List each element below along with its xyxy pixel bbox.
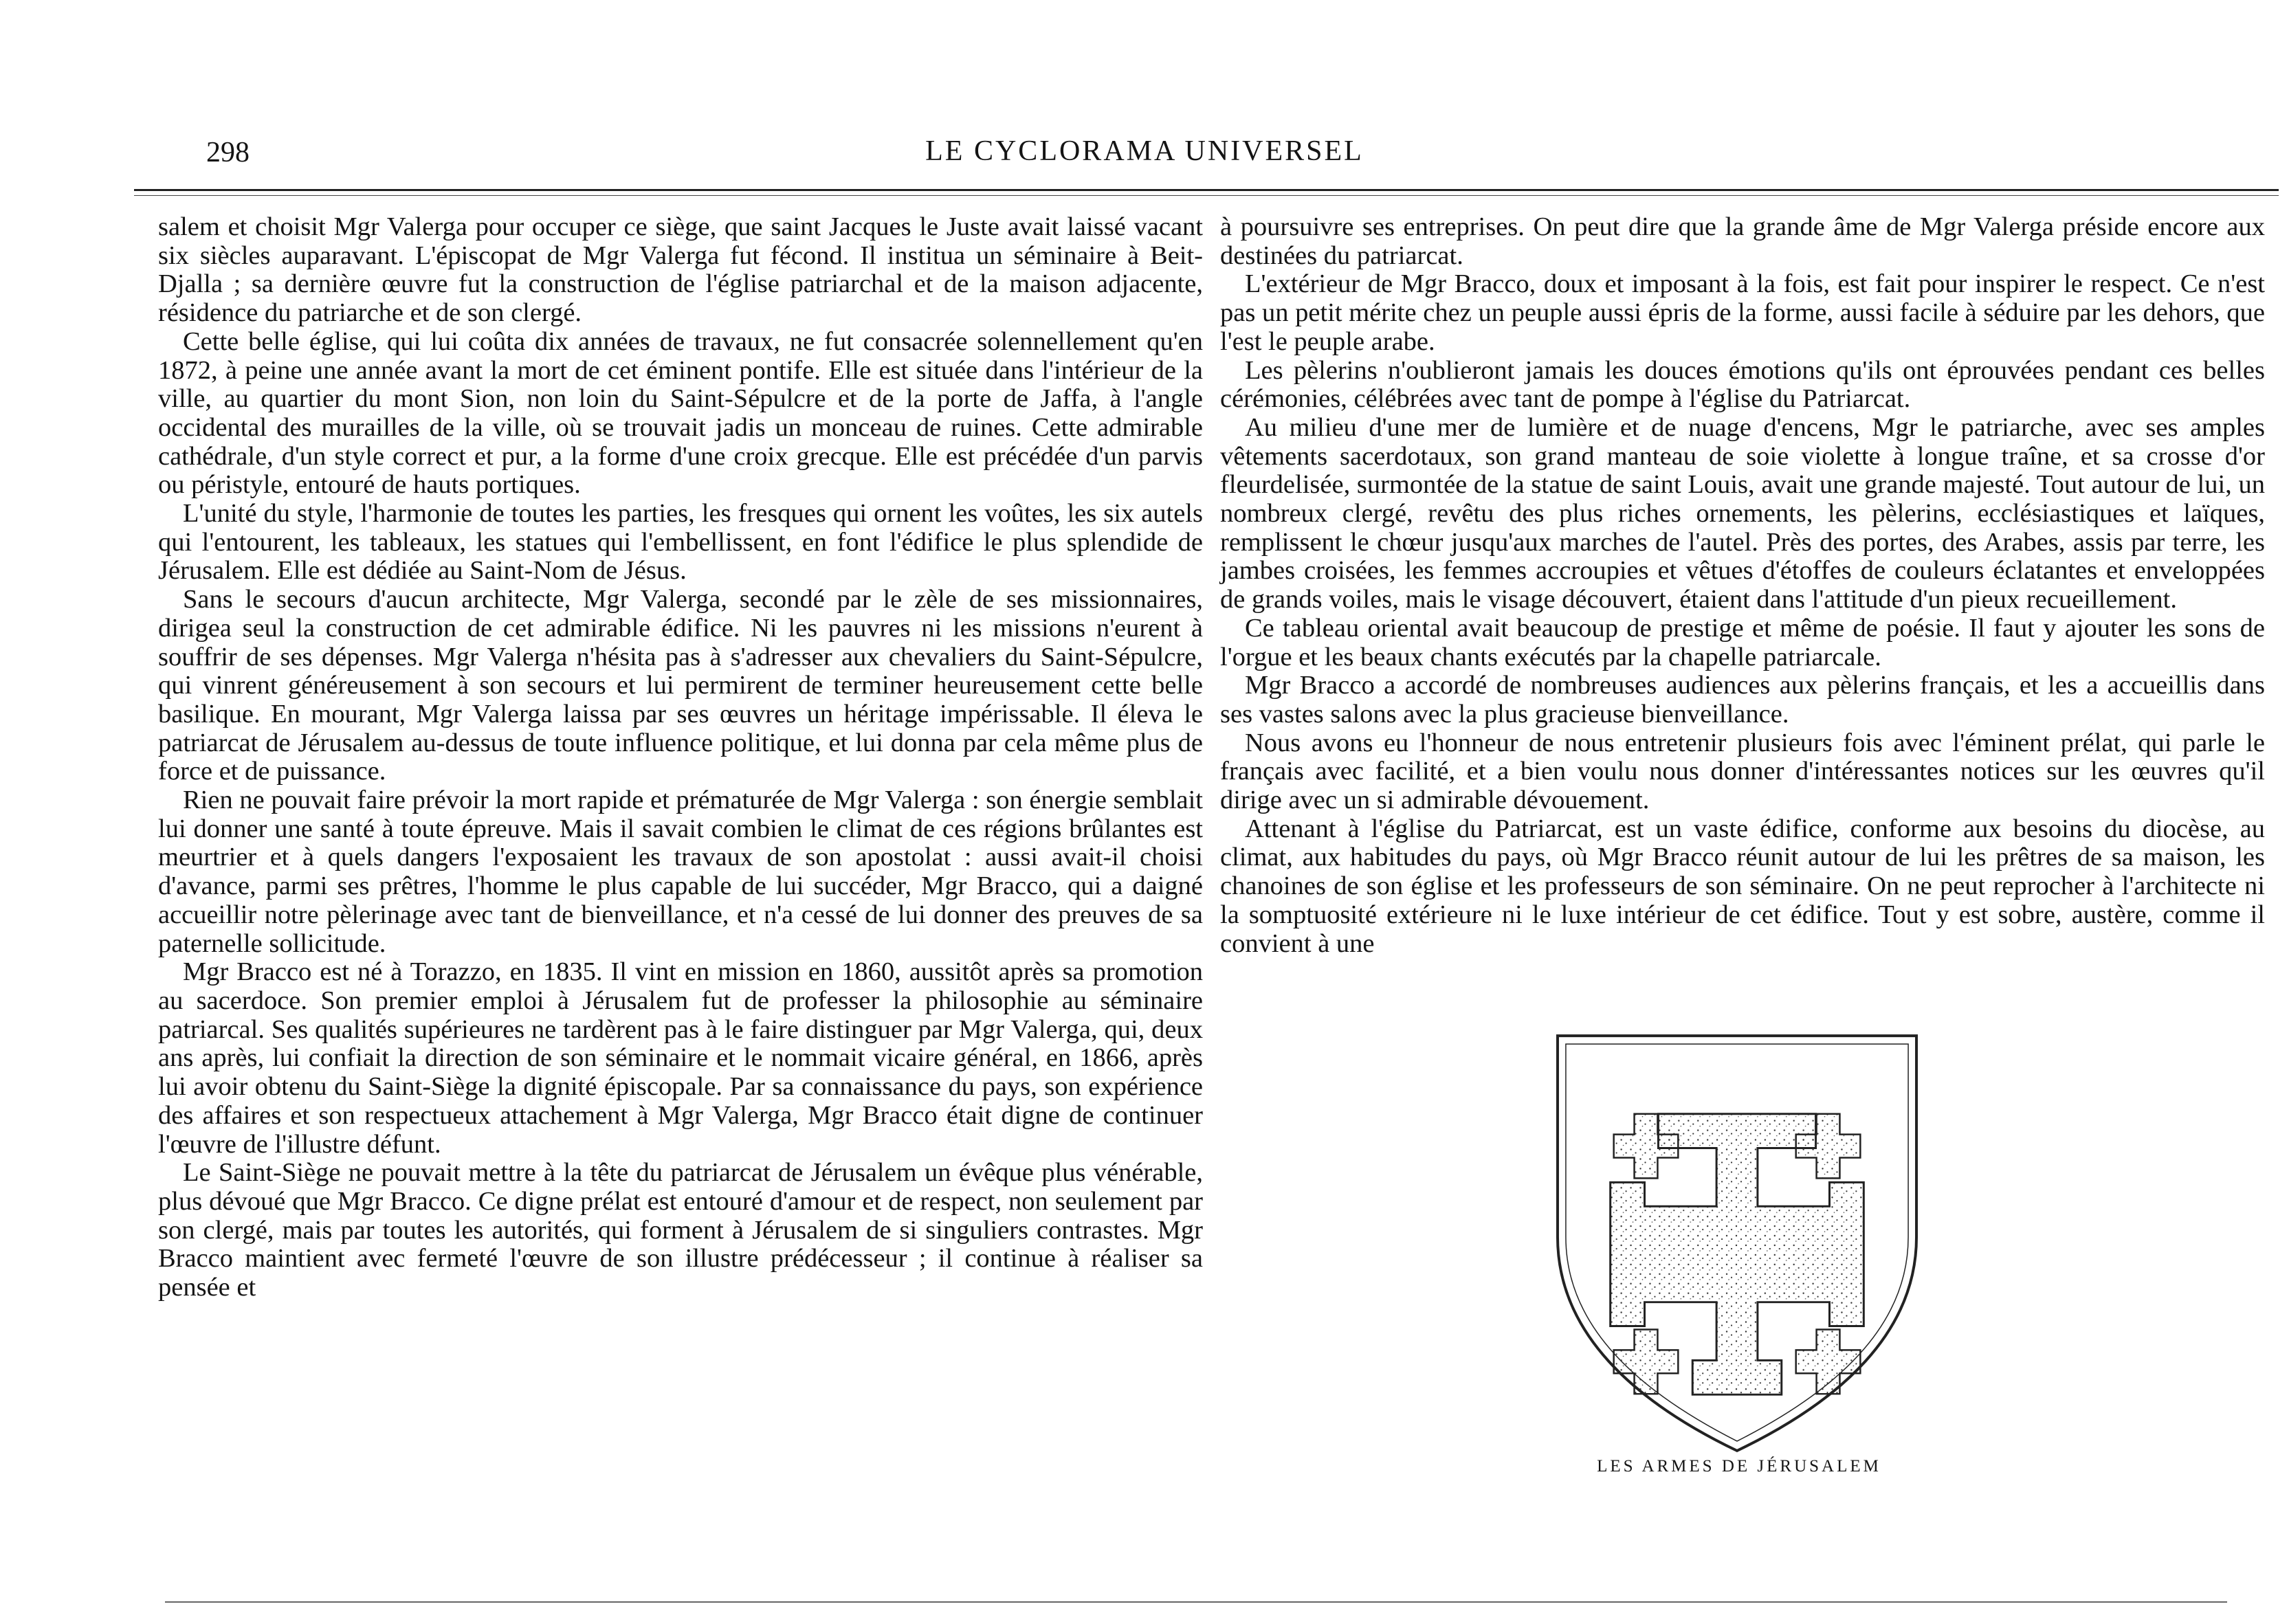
paragraph: Le Saint-Siège ne pouvait mettre à la tête du patriarcat de Jérusalem un évêque plus vénérable, plus dévoué que Mgr Bracco. Ce digne prélat est entouré d'amour et de respect, non seulement par son clergé, mais par toutes les autorités, qui forment à Jérusalem de si singuliers contrastes. Mgr Bracco maintient avec fermeté l'œuvre de son illustre prédécesseur ; il continue à réaliser sa pensée et (158, 1158, 1203, 1302)
page-number: 298 (206, 137, 250, 168)
right-column (1220, 213, 2265, 958)
paragraph: Ce tableau oriental avait beaucoup de prestige et même de poésie. Il faut y ajouter les sons de l'orgue et les beaux chants exécutés par la chapelle patriarcale. (1220, 613, 2265, 671)
paragraph: salem et choisit Mgr Valerga pour occuper ce siège, que saint Jacques le Juste avait laissé vacant six siècles auparavant. L'épiscopat de Mgr Valerga fut fécond. Il institua un séminaire à Beit-Djalla ; sa dernière œuvre fut la construction de l'église patriarchal et de la maison adjacente, résidence du patriarche et de son clergé. (158, 212, 1203, 328)
paragraph: Les pèlerins n'oublieront jamais les douces émotions qu'ils ont éprouvées pendant ces belles cérémonies, célébrées avec tant de pompe à l'église du Patriarcat. (1220, 355, 2265, 414)
paragraph: L'extérieur de Mgr Bracco, doux et imposant à la fois, est fait pour inspirer le respect. Ce n'est pas un petit mérite chez un peuple aussi épris de la forme, aussi facile à séduire par les dehors, que l'est le peuple arabe. (1220, 269, 2265, 356)
paragraph: Cette belle église, qui lui coûta dix années de travaux, ne fut consacrée solennellement qu'en 1872, à peine une année avant la mort de cet éminent pontife. Elle est située dans l'intérieur de la ville, au quartier du mont Sion, non loin du Saint-Sépulcre et de la porte de Jaffa, à l'angle occidental des murailles de la ville, où se trouvait jadis un monceau de ruines. Cette admirable cathédrale, d'un style correct et pur, a la forme d'une croix grecque. Elle est précédée d'un parvis ou péristyle, entouré de hauts portiques. (158, 326, 1203, 500)
paragraph: Sans le secours d'aucun architecte, Mgr Valerga, secondé par le zèle de ses missionnaires, dirigea seul la construction de cet admirable édifice. Ni les pauvres ni les missions n'eurent à souffrir de ses dépenses. Mgr Valerga n'hésita pas à s'adresser aux chevaliers du Saint-Sépulcre, qui vinrent généreusement à son secours et lui permirent de terminer heureusement cette belle basilique. En mourant, Mgr Valerga laissa par ses œuvres un héritage impérissable. Il éleva le patriarcat de Jérusalem au-dessus de toute influence politique, et lui donna par cela même plus de force et de puissance. (158, 585, 1203, 786)
figure-caption: LES ARMES DE JÉRUSALEM (1597, 1457, 1881, 1476)
paragraph: Rien ne pouvait faire prévoir la mort rapide et prématurée de Mgr Valerga : son énergie semblait lui donner une santé à toute épreuve. Mais il savait combien le climat de ces régions brûlantes est meurtrier et à quels dangers l'exposaient les travaux de son apostolat : aussi avait-il choisi d'avance, parmi ses prêtres, l'homme le plus capable de lui succéder, Mgr Bracco, qui a daigné accueillir notre pèlerinage avec tant de bienveillance, et n'a cessé de lui donner des preuves de sa paternelle sollicitude. (158, 786, 1203, 958)
paragraph: à poursuivre ses entreprises. On peut dire que la grande âme de Mgr Valerga préside encore aux destinées du patriarcat. (1220, 212, 2265, 270)
paragraph: L'unité du style, l'harmonie de toutes les parties, les fresques qui ornent les voûtes, les six autels qui l'entourent, les tableaux, les statues qui l'embellissent, en font l'édifice le plus splendide de Jérusalem. Elle est dédiée au Saint-Nom de Jésus. (158, 499, 1203, 586)
paragraph: Nous avons eu l'honneur de nous entretenir plusieurs fois avec l'éminent prélat, qui parle le français avec facilité, et a bien voulu nous donner d'intéressantes notices sur les œuvres qu'il dirige avec un si admirable dévouement. (1220, 728, 2265, 815)
jerusalem-cross-shield-icon (1552, 1031, 1922, 1457)
header-rule (134, 189, 2279, 191)
running-title: LE CYCLORAMA UNIVERSEL (925, 135, 1364, 167)
paragraph: Mgr Bracco a accordé de nombreuses audiences aux pèlerins français, et les a accueillis dans ses vastes salons avec la plus gracieuse bienveillance. (1220, 671, 2265, 728)
header-rule-thin (134, 195, 2279, 196)
paragraph: Au milieu d'une mer de lumière et de nuage d'encens, Mgr le patriarche, avec ses amples vêtements sacerdotaux, son grand manteau de soie violette à longue traîne, et sa crosse d'or fleurdelisée, surmontée de la statue de saint Louis, avait une grande majesté. Tout autour de lui, un nombreux clergé, revêtu des plus riches ornements, les pèlerins, ecclésiastiques et laïques, remplissent le chœur jusqu'aux marches de l'autel. Près des portes, des Arabes, assis par terre, les jambes croisées, les femmes accroupies et vêtues d'étoffes de couleurs éclatantes et enveloppées de grands voiles, mais le visage découvert, étaient dans l'attitude d'un pieux recueillement. (1220, 412, 2265, 614)
footer-rule (165, 1601, 2227, 1603)
paragraph: Attenant à l'église du Patriarcat, est un vaste édifice, conforme aux besoins du diocèse, au climat, aux habitudes du pays, où Mgr Bracco réunit autour de lui les prêtres de sa maison, les chanoines de son église et les professeurs de son séminaire. On ne peut reprocher à l'architecte ni la somptuosité extérieure ni le luxe intérieur de cet édifice. Tout y est sobre, austère, comme il convient à une (1220, 814, 2265, 958)
left-column (158, 213, 1203, 1302)
paragraph: Mgr Bracco est né à Torazzo, en 1835. Il vint en mission en 1860, aussitôt après sa promotion au sacerdoce. Son premier emploi à Jérusalem fut de professer la philosophie au séminaire patriarcal. Ses qualités supérieures ne tardèrent pas à le faire distinguer par Mgr Valerga, qui, deux ans après, lui confiait la direction de son séminaire et le nommait vicaire général, en 1866, après lui avoir obtenu du Saint-Siège la dignité épiscopale. Par sa connaissance du pays, son expérience des affaires et son respectueux attachement à Mgr Valerga, Mgr Bracco était digne de continuer l'œuvre de l'illustre défunt. (158, 957, 1203, 1159)
